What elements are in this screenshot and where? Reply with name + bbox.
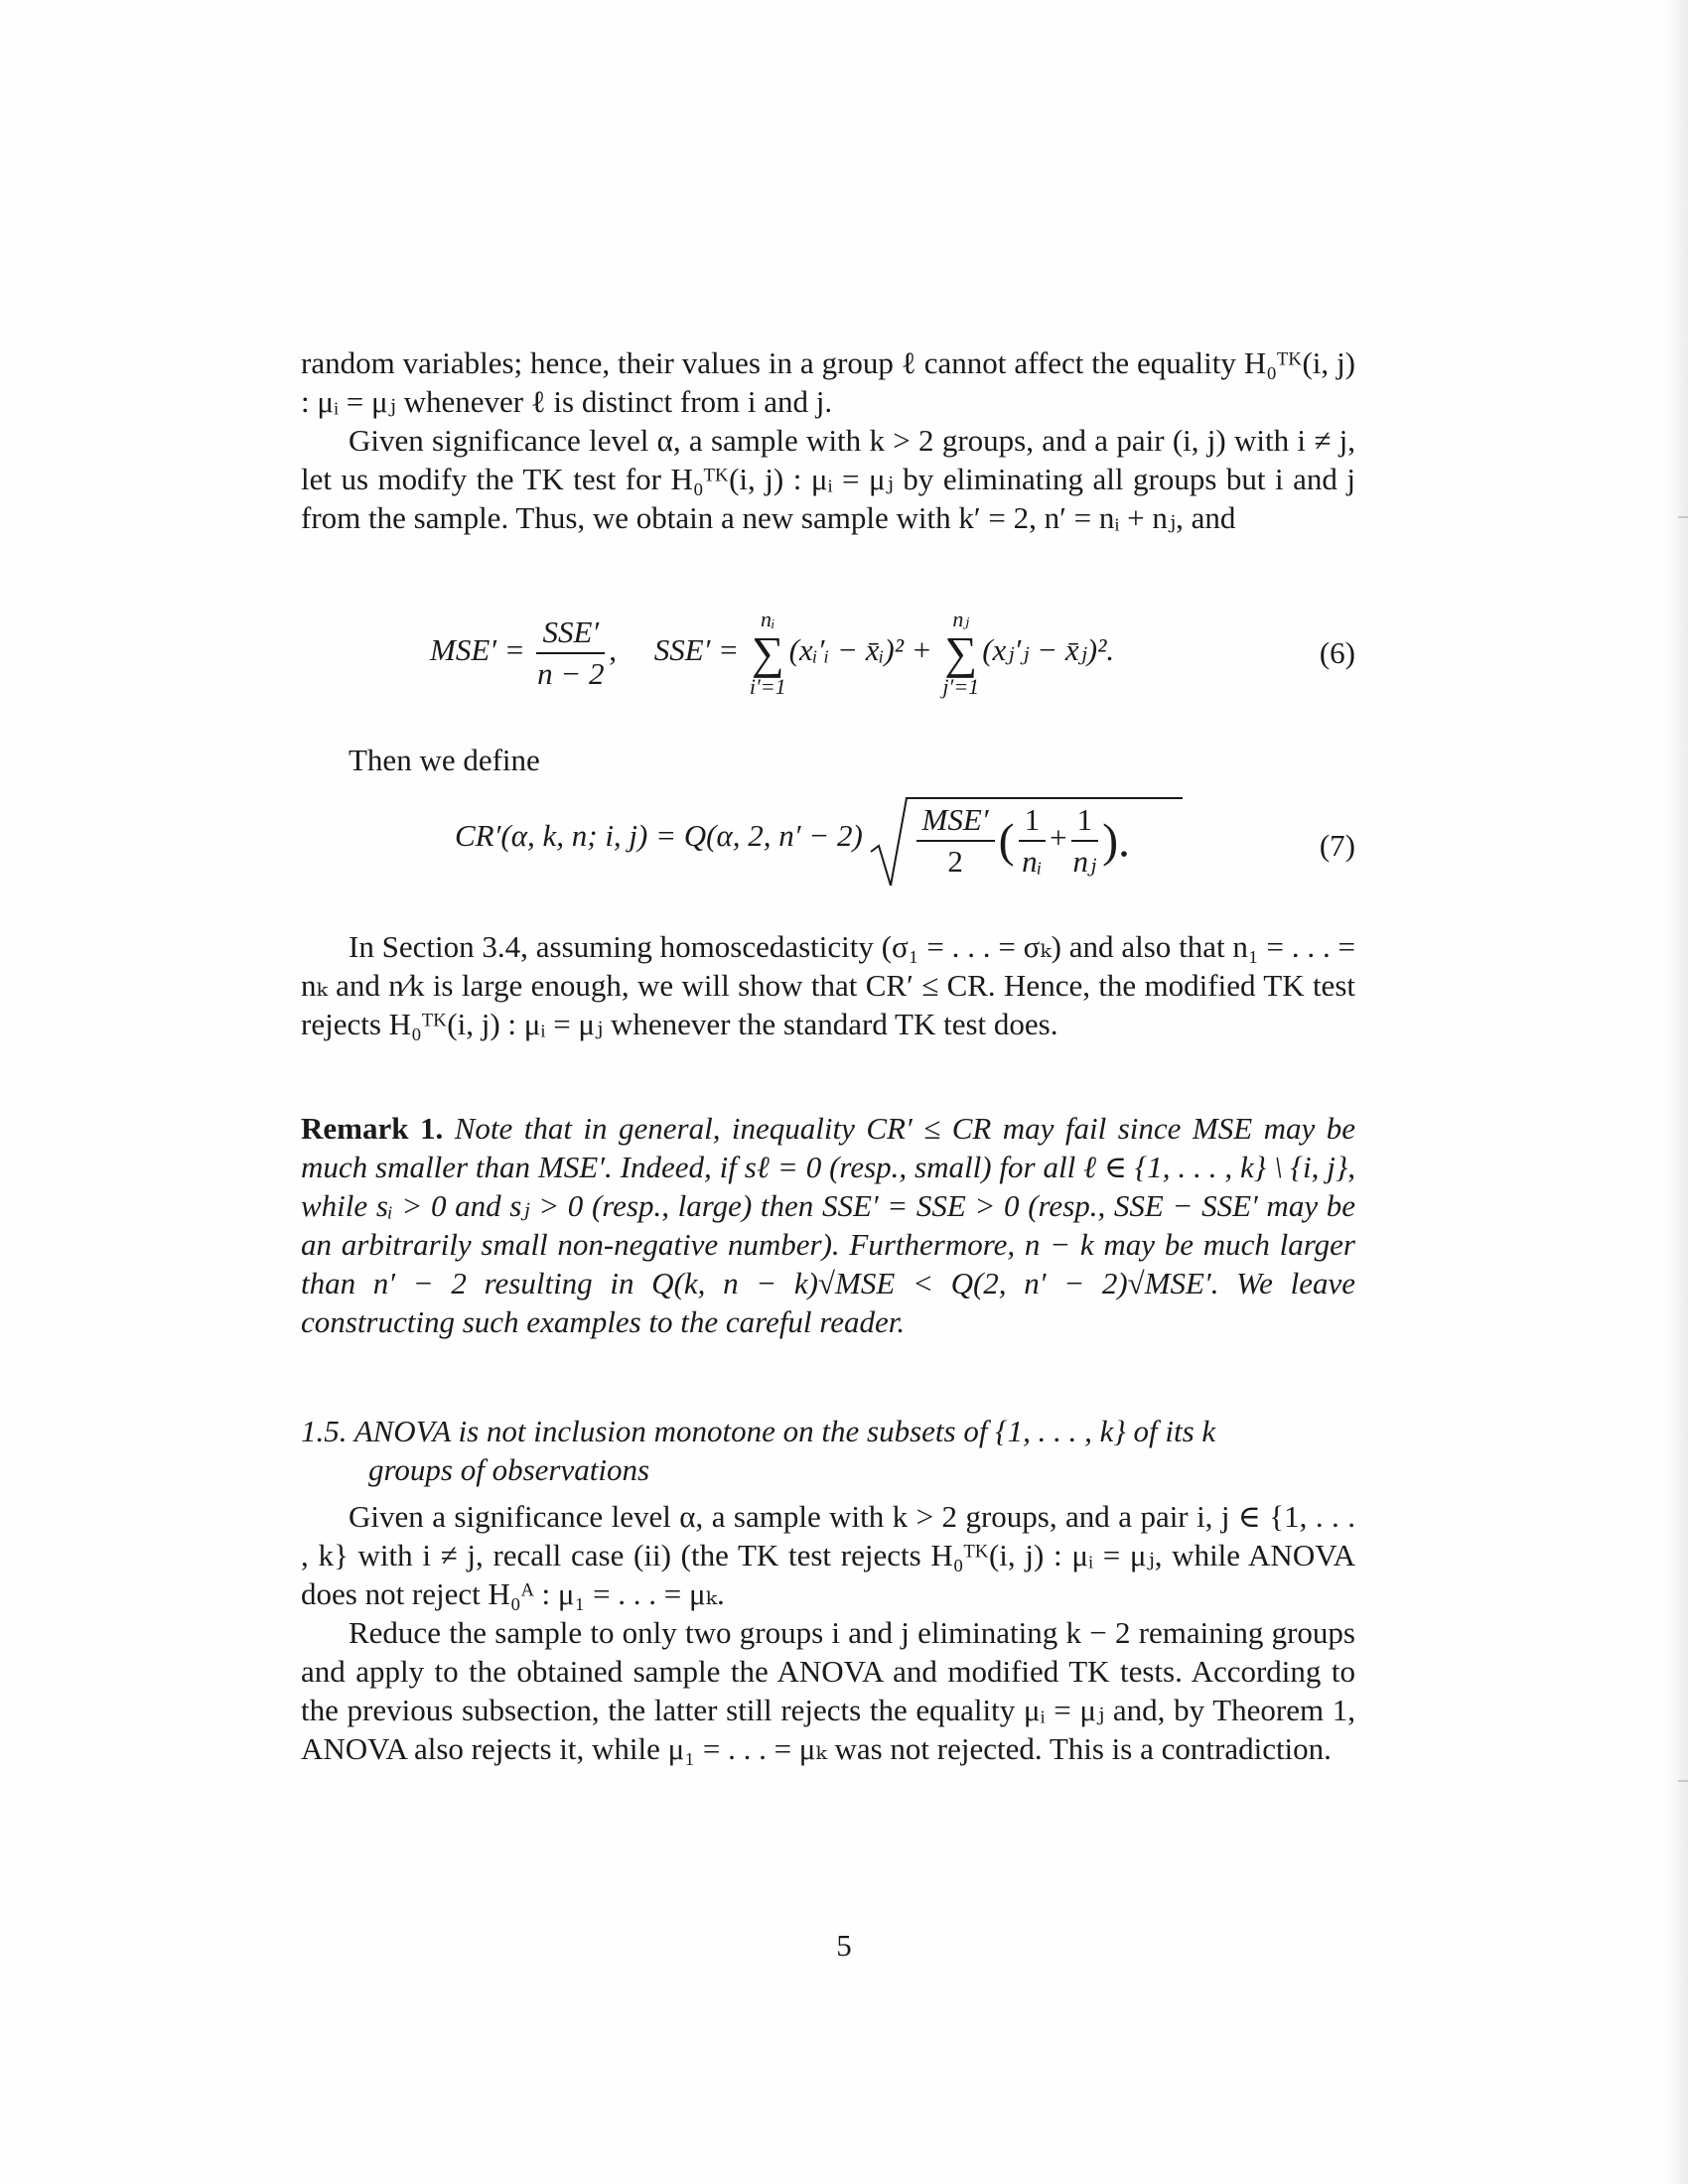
- paragraph-text: Given a significance level α, a sample with k > 2 groups, and a pair i, j ∈ {1, . . . , k} with i ≠ j, recall case (ii) (the TK test rejects H₀ᵀᴷ(i, j) : μᵢ = μⱼ, while ANOVA does not reject H₀ᴬ : μ₁ = . . . = μₖ.: [301, 1499, 1355, 1611]
- equation-6-body: [430, 608, 1114, 699]
- paragraph-homoscedasticity: [301, 927, 1355, 1043]
- paragraph-text: random variables; hence, their values in a group ℓ cannot affect the equality H₀ᵀᴷ(i, j) : μᵢ = μⱼ whenever ℓ is distinct from i and j.: [301, 345, 1355, 419]
- equation-7: [301, 794, 1355, 903]
- sum-lower-limit: i′=1: [749, 674, 786, 699]
- separator-comma: ,: [609, 632, 617, 668]
- sum-upper-limit: nⱼ: [952, 607, 970, 631]
- sigma-symbol: ∑: [751, 627, 784, 678]
- sum-upper-limit: nᵢ: [760, 607, 775, 631]
- paragraph-continuation: [301, 343, 1355, 421]
- scan-edge-mark: [1678, 1780, 1688, 1782]
- cr-prime-lhs: CR′(α, k, n; i, j) = Q(α, 2, n′ − 2): [455, 818, 863, 854]
- mse-fraction: [536, 614, 605, 692]
- section-heading-line-1: 1.5. ANOVA is not inclusion monotone on the subsets of {1, . . . , k} of its k: [301, 1414, 1216, 1448]
- fraction-numerator: 1: [1019, 802, 1047, 842]
- remark-paragraph: [301, 1109, 1355, 1341]
- fraction-numerator: 1: [1071, 802, 1099, 842]
- sum-lower-limit: j′=1: [942, 674, 980, 699]
- remark-text: Note that in general, inequality CR′ ≤ CR may fail since MSE may be much smaller than MSE′. Indeed, if sℓ = 0 (resp., small) for all ℓ ∈ {1, . . . , k} \ {i, j}, while sᵢ > 0 and sⱼ > 0 (resp., large) then SSE′ = SSE > 0 (resp., SSE − SSE′ may be an arbitrarily small non-negative number). Furthermore, n − k may be much larger than n′ − 2 resulting in Q(k, n − k)√MSE < Q(2, n′ − 2)√MSE′. We leave constructing such examples to the careful reader.: [301, 1111, 1356, 1339]
- right-paren: ).: [1102, 814, 1131, 868]
- left-paren: (: [998, 814, 1015, 868]
- remark-1: [301, 1109, 1355, 1341]
- fraction-denominator: n − 2: [537, 656, 605, 691]
- paragraph-modified-tk: [301, 421, 1355, 537]
- page-number: 5: [836, 1928, 852, 1963]
- equation-7-body: [455, 798, 1130, 880]
- paragraph-text: Reduce the sample to only two groups i and j eliminating k − 2 remaining groups and apply to the obtained sample the ANOVA and modified TK tests. According to the previous subsection, the latter still rejects the equality μᵢ = μⱼ and, by Theorem 1, ANOVA also rejects it, while μ₁ = . . . = μₖ was not rejected. This is a contradiction.: [301, 1615, 1355, 1766]
- summation-i: [750, 608, 786, 699]
- plus-sign: +: [1050, 820, 1067, 856]
- paragraph-text: In Section 3.4, assuming homoscedasticity (σ₁ = . . . = σₖ) and also that n₁ = . . . = nₖ and n⁄k is large enough, we will show that CR′ ≤ CR. Hence, the modified TK test rejects H₀ᵀᴷ(i, j) : μᵢ = μⱼ whenever the standard TK test does.: [301, 929, 1355, 1041]
- summation-j: [942, 608, 979, 699]
- scan-edge-mark: [1678, 516, 1688, 518]
- paragraph-contradiction: [301, 1613, 1355, 1768]
- radical-sign-icon: [867, 794, 1688, 889]
- fraction-numerator: SSE′: [536, 614, 605, 654]
- fraction-denominator: 2: [947, 844, 963, 879]
- fraction-denominator: nⱼ: [1072, 844, 1097, 879]
- sum-term-j: (xⱼ′ⱼ − x̄ⱼ)².: [982, 632, 1115, 668]
- equation-number: (7): [1319, 828, 1355, 863]
- equation-number: (6): [1319, 635, 1355, 670]
- section-heading: [301, 1412, 1355, 1489]
- section-heading-line-2: groups of observations: [368, 1452, 650, 1487]
- sigma-symbol: ∑: [944, 627, 978, 678]
- paragraph-define: [301, 741, 1355, 779]
- sse-lhs: SSE′ =: [653, 632, 740, 668]
- square-root: [871, 798, 1131, 880]
- paragraph-text: Given significance level α, a sample with k > 2 groups, and a pair (i, j) with i ≠ j, let us modify the TK test for H₀ᵀᴷ(i, j) : μᵢ = μⱼ by eliminating all groups but i and j from the sample. Thus, we obtain a new sample with k′ = 2, n′ = nᵢ + nⱼ, and: [301, 423, 1355, 535]
- sum-term-i: (xᵢ′ᵢ − x̄ᵢ)² +: [788, 632, 932, 668]
- scan-edge-shadow: [1666, 0, 1688, 2184]
- fraction-denominator: nᵢ: [1022, 844, 1043, 879]
- fraction-numerator: MSE′: [916, 802, 995, 842]
- equation-6: [301, 602, 1355, 711]
- mse-lhs: MSE′ =: [430, 632, 525, 668]
- remark-label: Remark 1.: [301, 1111, 444, 1146]
- paragraph-text: Then we define: [349, 743, 540, 777]
- paragraph-case-ii: [301, 1497, 1355, 1613]
